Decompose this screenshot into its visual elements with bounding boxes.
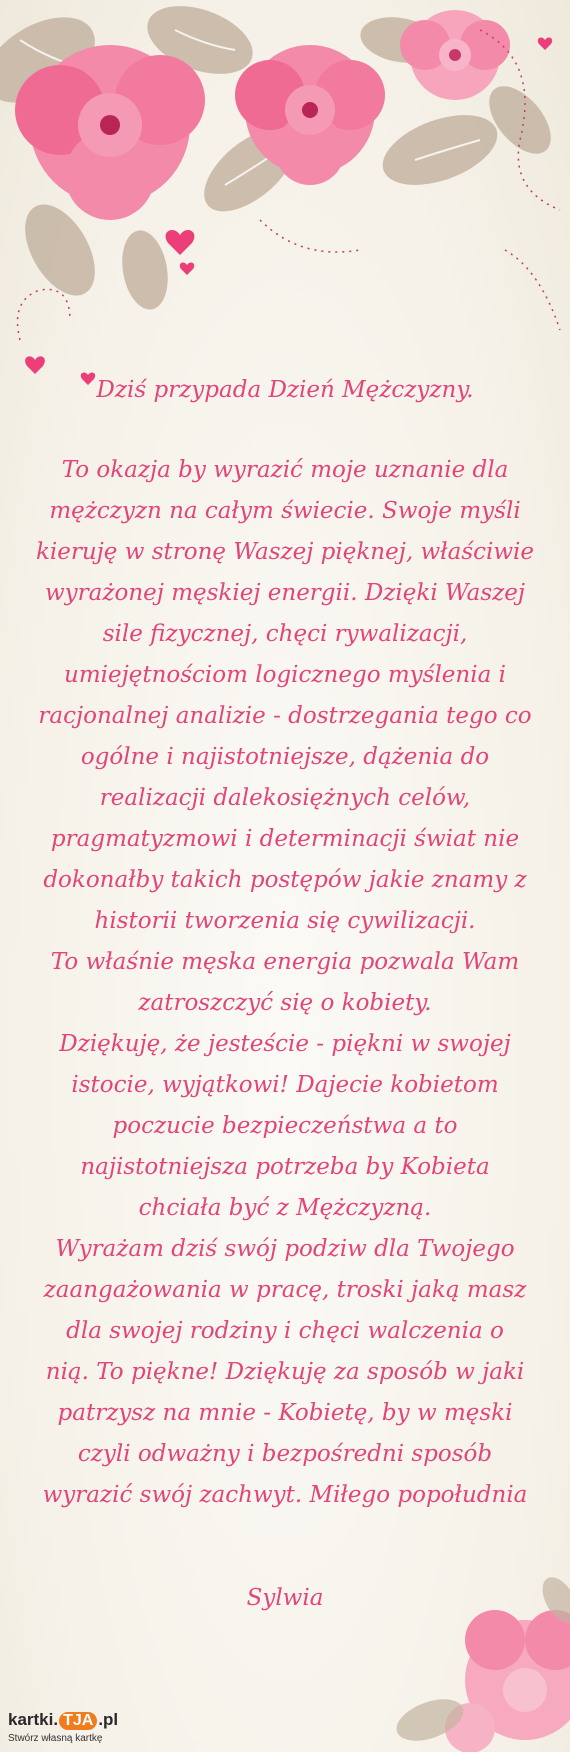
logo-badge: TJA <box>59 1712 97 1730</box>
body-line: kieruję w stronę Waszej pięknej, właściwie <box>35 539 535 565</box>
body-line: racjonalnej analizie - dostrzegania tego co <box>38 703 532 729</box>
body-line: To okazja by wyrazić moje uznanie dla <box>61 457 509 483</box>
body-line: umiejętnościom logicznego myślenia i <box>64 662 506 688</box>
body-line: nią. To piękne! Dziękuję za sposób w jaki <box>45 1359 525 1385</box>
body-line: zaangażowania w pracę, troski jaką masz <box>43 1277 527 1303</box>
body-line: Wyrażam dziś swój podziw dla Twojego <box>55 1236 515 1262</box>
logo-tagline: Stwórz własną kartkę <box>8 1733 103 1744</box>
card-body <box>30 450 540 1516</box>
logo-prefix: kartki. <box>8 1710 59 1729</box>
body-line: dokonałby takich postępów jakie znamy z <box>43 867 527 893</box>
body-line: zatroszczyć się o kobiety. <box>138 990 432 1016</box>
body-line: realizacji dalekosiężnych celów, <box>99 785 471 811</box>
body-line: najistotniejsza potrzeba by Kobieta <box>80 1154 490 1180</box>
body-line: dla swojej rodziny i chęci walczenia o <box>66 1318 504 1344</box>
logo-wordmark <box>8 1710 118 1730</box>
body-line: mężczyzn na całym świecie. Swoje myśli <box>49 498 521 524</box>
site-logo[interactable] <box>8 1710 158 1750</box>
body-line: wyrażonej męskiej energii. Dzięki Waszej <box>44 580 526 606</box>
body-line: historii tworzenia się cywilizacji. <box>94 908 476 934</box>
body-line: To właśnie męska energia pozwala Wam <box>50 949 520 975</box>
body-line: Dziękuję, że jesteście - piękni w swojej <box>59 1031 511 1057</box>
body-line: ogólne i najistotniejsze, dążenia do <box>80 744 490 770</box>
card-title: Dziś przypada Dzień Mężczyzny. <box>96 377 474 403</box>
body-line: sile fizycznej, chęci rywalizacji, <box>102 621 468 647</box>
body-line: poczucie bezpieczeństwa a to <box>112 1113 458 1139</box>
body-line: wyrazić swój zachwyt. Miłego popołudnia <box>42 1482 528 1508</box>
body-line: patrzysz na mnie - Kobietę, by w męski <box>57 1400 513 1426</box>
body-line: czyli odważny i bezpośredni sposób <box>77 1441 493 1467</box>
logo-suffix: .pl <box>98 1710 119 1729</box>
body-line: istocie, wyjątkowi! Dajecie kobietom <box>71 1072 499 1098</box>
body-line: pragmatyzmowi i determinacji świat nie <box>50 826 520 852</box>
signature: Sylwia <box>246 1585 324 1611</box>
body-line: chciała być z Mężczyzną. <box>138 1195 432 1221</box>
